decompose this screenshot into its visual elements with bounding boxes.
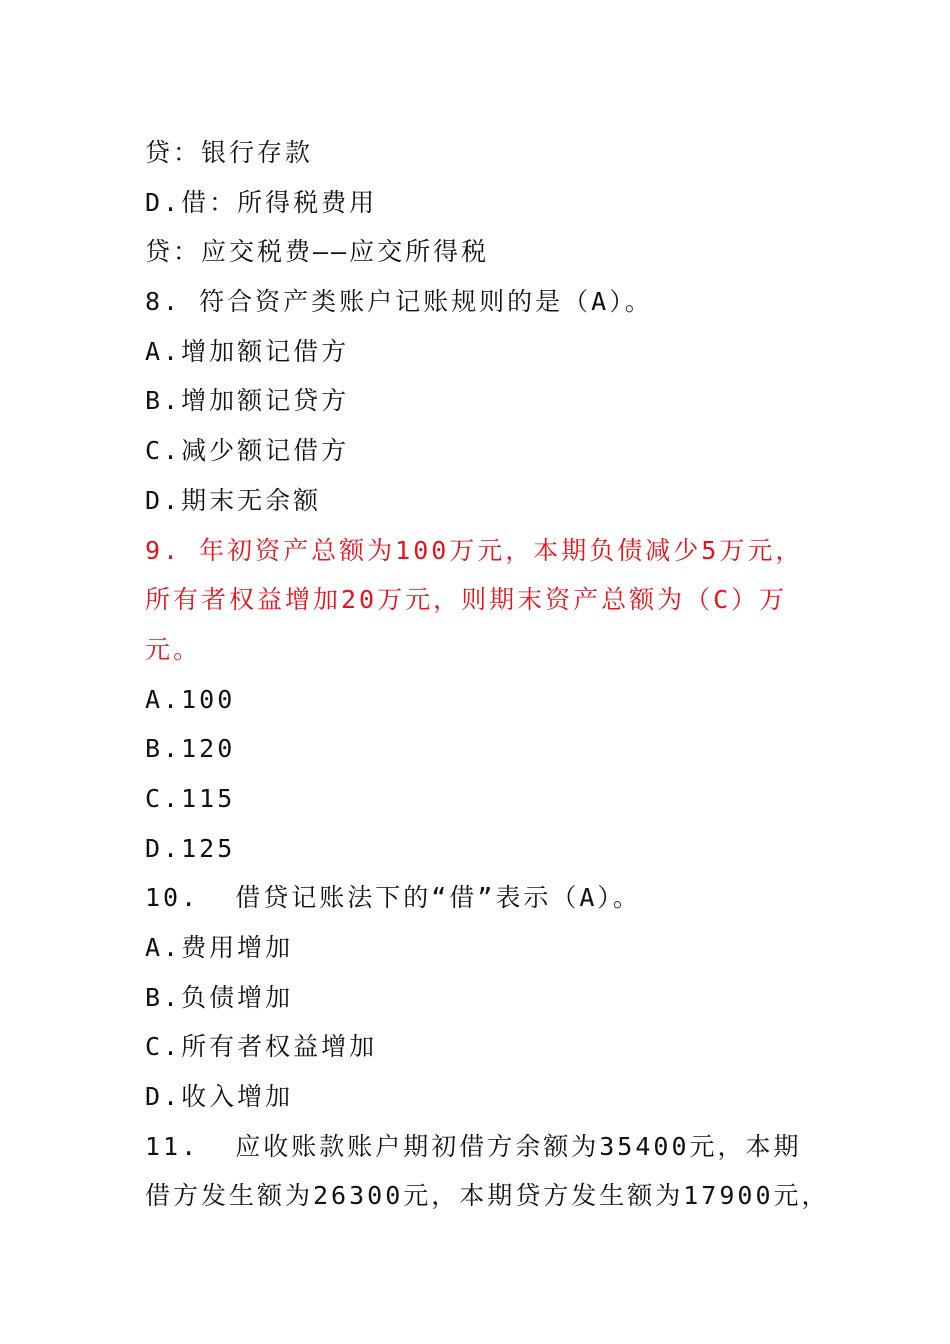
- question-10: 10. 借贷记账法下的“借”表示（A）。: [145, 883, 641, 913]
- question-10-option-c: C.所有者权益增加: [145, 1032, 378, 1062]
- question-9-option-c: C.115: [145, 783, 236, 813]
- document-body: [145, 128, 830, 1221]
- question-11-line-2: 借方发生额为26300元，本期贷方发生额为17900元，: [145, 1181, 830, 1211]
- question-9-option-a: A.100: [145, 684, 236, 714]
- question-8-option-c: C.减少额记借方: [145, 436, 350, 466]
- question-11-line-1: 11. 应收账款账户期初借方余额为35400元，本期: [145, 1131, 802, 1161]
- question-9-line-2: 所有者权益增加20万元，则期末资产总额为（C）万: [145, 585, 788, 615]
- question-9-line-3: 元。: [145, 634, 202, 664]
- answer-credit-bank-deposit: 贷：银行存款: [145, 138, 314, 167]
- question-8: 8. 符合资产类账户记账规则的是（A）。: [145, 287, 653, 317]
- question-10-option-a: A.费用增加: [145, 933, 294, 962]
- question-10-option-d: D.收入增加: [145, 1082, 294, 1112]
- answer-credit-tax-payable: 贷：应交税费——应交所得税: [145, 237, 490, 267]
- question-8-option-a: A.增加额记借方: [145, 336, 350, 366]
- question-9-option-b: B.120: [145, 734, 236, 764]
- option-d-debit-income-tax: D.借：所得税费用: [145, 187, 378, 217]
- question-9-line-1: 9. 年初资产总额为100万元，本期负债减少5万元，: [145, 535, 804, 565]
- question-10-option-b: B.负债增加: [145, 982, 294, 1012]
- question-8-option-d: D.期末无余额: [145, 485, 322, 515]
- question-8-option-b: B.增加额记贷方: [145, 386, 350, 416]
- question-9-option-d: D.125: [145, 833, 236, 863]
